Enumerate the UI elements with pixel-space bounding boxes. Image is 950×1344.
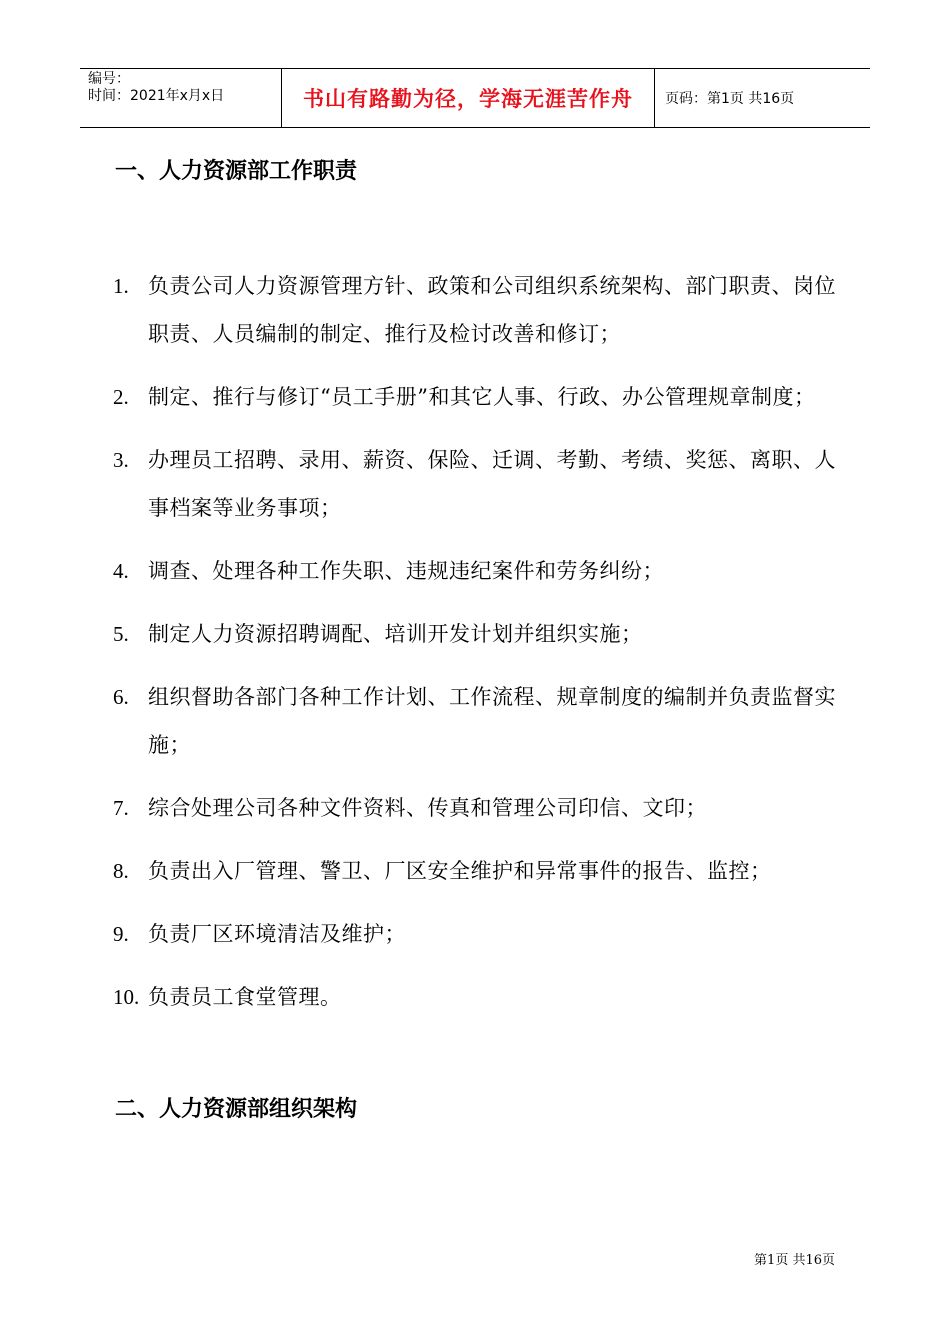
list-item [113,673,853,769]
item-text: 制定、推行与修订“员工手册”和其它人事、行政、办公管理规章制度； [148,385,816,409]
doc-date-label: 时间：2021年x月x日 [88,88,225,104]
item-number: 3. [113,448,129,472]
item-number: 7. [113,796,129,820]
list-item [113,373,853,421]
header-motto-cell [282,69,655,127]
item-number: 2. [113,385,129,409]
header-motto: 书山有路勤为径，学海无涯苦作舟 [303,87,633,111]
item-number: 1. [113,274,129,298]
item-text: 组织督助各部门各种工作计划、工作流程、规章制度的编制并负责监督实施； [148,685,836,757]
list-item [113,547,853,595]
item-text: 负责出入厂管理、警卫、厂区安全维护和异常事件的报告、监控； [148,859,772,883]
footer-page-info: 第1页 共16页 [754,1253,835,1268]
item-text: 办理员工招聘、录用、薪资、保险、迁调、考勤、考绩、奖惩、离职、人事档案等业务事项； [148,448,836,520]
item-number: 8. [113,859,129,883]
doc-number-label: 编号： [88,71,130,87]
item-text: 制定人力资源招聘调配、培训开发计划并组织实施； [148,622,643,646]
page-footer [754,1249,835,1268]
list-item [113,610,853,658]
header-page-cell [655,69,870,127]
item-text: 综合处理公司各种文件资料、传真和管理公司印信、文印； [148,796,707,820]
duties-list [113,262,853,1036]
list-item [113,436,853,532]
item-text: 负责员工食堂管理。 [148,985,342,1009]
list-item [113,784,853,832]
list-item [113,973,853,1021]
item-number: 5. [113,622,129,646]
list-item [113,910,853,958]
header-meta-cell [80,69,282,127]
header-page-info: 页码：第1页 共16页 [665,91,795,107]
list-item [113,262,853,358]
item-number: 10. [113,985,140,1009]
section-1-title: 一、人力资源部工作职责 [115,159,358,184]
item-number: 6. [113,685,129,709]
document-header [80,68,870,128]
item-number: 9. [113,922,129,946]
list-item [113,847,853,895]
section-2-title: 二、人力资源部组织架构 [115,1097,358,1122]
item-text: 负责厂区环境清洁及维护； [148,922,406,946]
item-number: 4. [113,559,129,583]
item-text: 负责公司人力资源管理方针、政策和公司组织系统架构、部门职责、岗位职责、人员编制的制定、推行及检讨改善和修订； [148,274,836,346]
item-text: 调查、处理各种工作失职、违规违纪案件和劳务纠纷； [148,559,664,583]
